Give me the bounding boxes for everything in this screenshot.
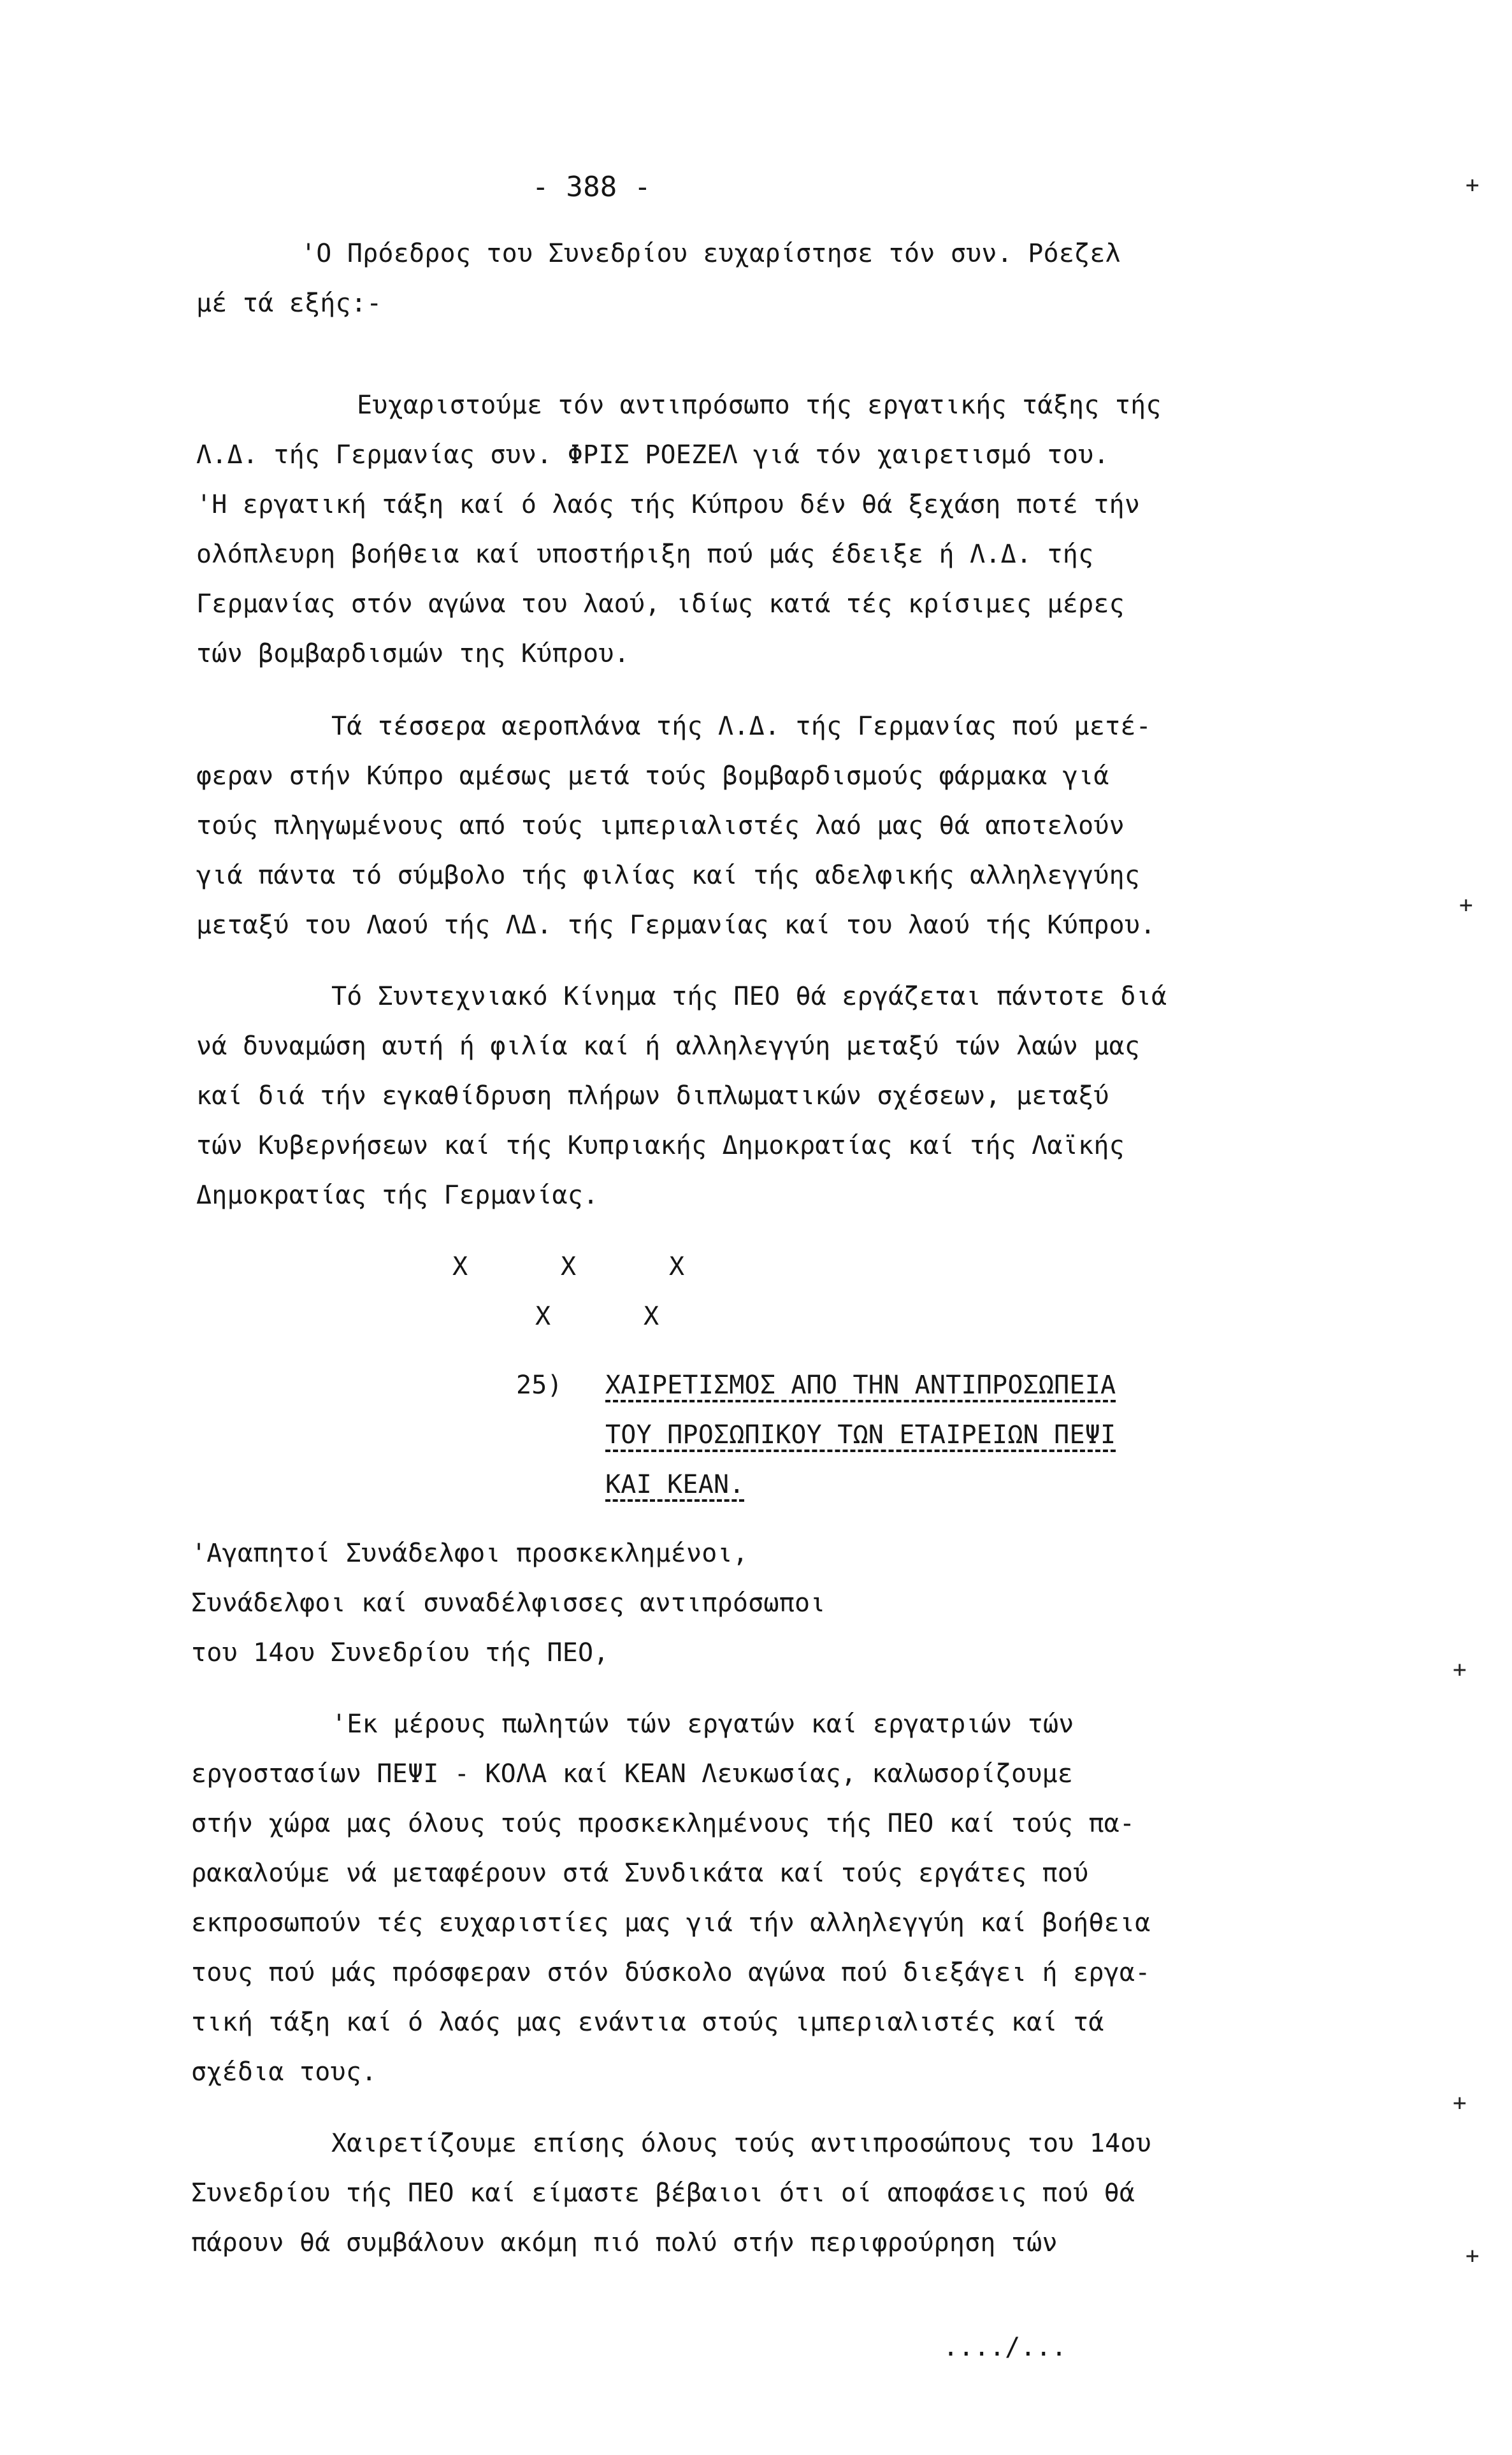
p2-line-1: Τά τέσσερα αεροπλάνα τής Λ.Δ. τής Γερμανίας πού μετέ-: [331, 712, 1151, 741]
heading-number: 25): [516, 1371, 563, 1400]
p3-line-4: τών Κυβερνήσεων καί τής Κυπριακής Δημοκρατίας καί τής Λαϊκής: [196, 1131, 1125, 1160]
p4-line-3: στήν χώρα μας όλους τούς προσκεκλημένους τής ΠΕΟ καί τούς πα-: [191, 1809, 1135, 1838]
continuation-mark: ..../...: [943, 2333, 1067, 2362]
p1-line-1: Ευχαριστούμε τόν αντιπρόσωπο τής εργατικής τάξης τής: [357, 391, 1162, 420]
p2-line-2: φεραν στήν Κύπρο αμέσως μετά τούς βομβαρδισμούς φάρμακα γιά: [196, 761, 1109, 791]
margin-mark: +: [1459, 892, 1473, 918]
p4-line-8: σχέδια τους.: [191, 2057, 377, 2087]
intro-line-2: μέ τά εξής:-: [196, 289, 382, 318]
p1-line-2: Λ.Δ. τής Γερμανίας συν. ΦΡΙΣ ΡΟΕΖΕΛ γιά τόν χαιρετισμό του.: [196, 440, 1109, 470]
p2-line-5: μεταξύ του Λαού τής ΛΔ. τής Γερμανίας καί του λαού τής Κύπρου.: [196, 911, 1156, 940]
salutation-line-3: του 14ου Συνεδρίου τής ΠΕΟ,: [191, 1638, 609, 1667]
margin-mark: +: [1453, 1657, 1467, 1683]
salutation-line-1: 'Αγαπητοί Συνάδελφοι προσκεκλημένοι,: [191, 1539, 749, 1568]
salutation-line-2: Συνάδελφοι καί συναδέλφισσες αντιπρόσωποι: [191, 1588, 826, 1618]
p3-line-5: Δημοκρατίας τής Γερμανίας.: [196, 1181, 599, 1210]
p4-line-6: τους πού μάς πρόσφεραν στόν δύσκολο αγώνα πού διεξάγει ή εργα-: [191, 1958, 1151, 1987]
intro-line-1: 'Ο Πρόεδρος του Συνεδρίου ευχαρίστησε τόν συν. Ρόεζελ: [301, 239, 1121, 268]
p1-line-3: 'Η εργατική τάξη καί ό λαός τής Κύπρου δέν θά ξεχάση ποτέ τήν: [196, 490, 1141, 519]
p1-line-4: ολόπλευρη βοήθεια καί υποστήριξη πού μάς έδειξε ή Λ.Δ. τής: [196, 540, 1094, 569]
p4-line-4: ρακαλούμε νά μεταφέρουν στά Συνδικάτα καί τούς εργάτες πού: [191, 1859, 1089, 1888]
heading-line-1: ΧΑΙΡΕΤΙΣΜΟΣ ΑΠΟ ΤΗΝ ΑΝΤΙΠΡΟΣΩΠΕΙΑ: [605, 1371, 1116, 1400]
p4-line-1: 'Εκ μέρους πωλητών τών εργατών καί εργατριών τών: [331, 1710, 1074, 1739]
p4-line-5: εκπροσωπούν τές ευχαριστίες μας γιά τήν αλληλεγγύη καί βοήθεια: [191, 1908, 1151, 1938]
heading-line-3: ΚΑΙ ΚΕΑΝ.: [605, 1470, 745, 1499]
margin-mark: +: [1453, 2090, 1467, 2116]
heading-line-2: ΤΟΥ ΠΡΟΣΩΠΙΚΟΥ ΤΩΝ ΕΤΑΙΡΕΙΩΝ ΠΕΨΙ: [605, 1420, 1116, 1450]
p3-line-3: καί διά τήν εγκαθίδρυση πλήρων διπλωματικών σχέσεων, μεταξύ: [196, 1081, 1109, 1111]
margin-mark: +: [1465, 172, 1480, 198]
p1-line-6: τών βομβαρδισμών της Κύπρου.: [196, 639, 630, 668]
p4-line-2: εργοστασίων ΠΕΨΙ - ΚΟΛΑ καί ΚΕΑΝ Λευκωσίας, καλωσορίζουμε: [191, 1759, 1074, 1789]
separator-row-1: Χ Χ Χ: [452, 1252, 685, 1281]
p5-line-1: Χαιρετίζουμε επίσης όλους τούς αντιπροσώπους του 14ου: [331, 2129, 1151, 2158]
p3-line-1: Τό Συντεχνιακό Κίνημα τής ΠΕΟ θά εργάζεται πάντοτε διά: [331, 982, 1167, 1011]
margin-mark: +: [1465, 2243, 1480, 2269]
page-number: - 388 -: [532, 171, 651, 203]
p5-line-2: Συνεδρίου τής ΠΕΟ καί είμαστε βέβαιοι ότι οί αποφάσεις πού θά: [191, 2178, 1135, 2208]
p3-line-2: νά δυναμώση αυτή ή φιλία καί ή αλληλεγγύη μεταξύ τών λαών μας: [196, 1032, 1141, 1061]
p2-line-4: γιά πάντα τό σύμβολο τής φιλίας καί τής αδελφικής αλληλεγγύης: [196, 861, 1141, 890]
p4-line-7: τική τάξη καί ό λαός μας ενάντια στούς ιμπεριαλιστές καί τά: [191, 2008, 1104, 2037]
p2-line-3: τούς πληγωμένους από τούς ιμπεριαλιστές λαό μας θά αποτελούν: [196, 811, 1125, 840]
p5-line-3: πάρουν θά συμβάλουν ακόμη πιό πολύ στήν περιφρούρηση τών: [191, 2228, 1058, 2257]
separator-row-2: Χ Χ: [535, 1302, 659, 1331]
p1-line-5: Γερμανίας στόν αγώνα του λαού, ιδίως κατά τές κρίσιμες μέρες: [196, 589, 1125, 619]
